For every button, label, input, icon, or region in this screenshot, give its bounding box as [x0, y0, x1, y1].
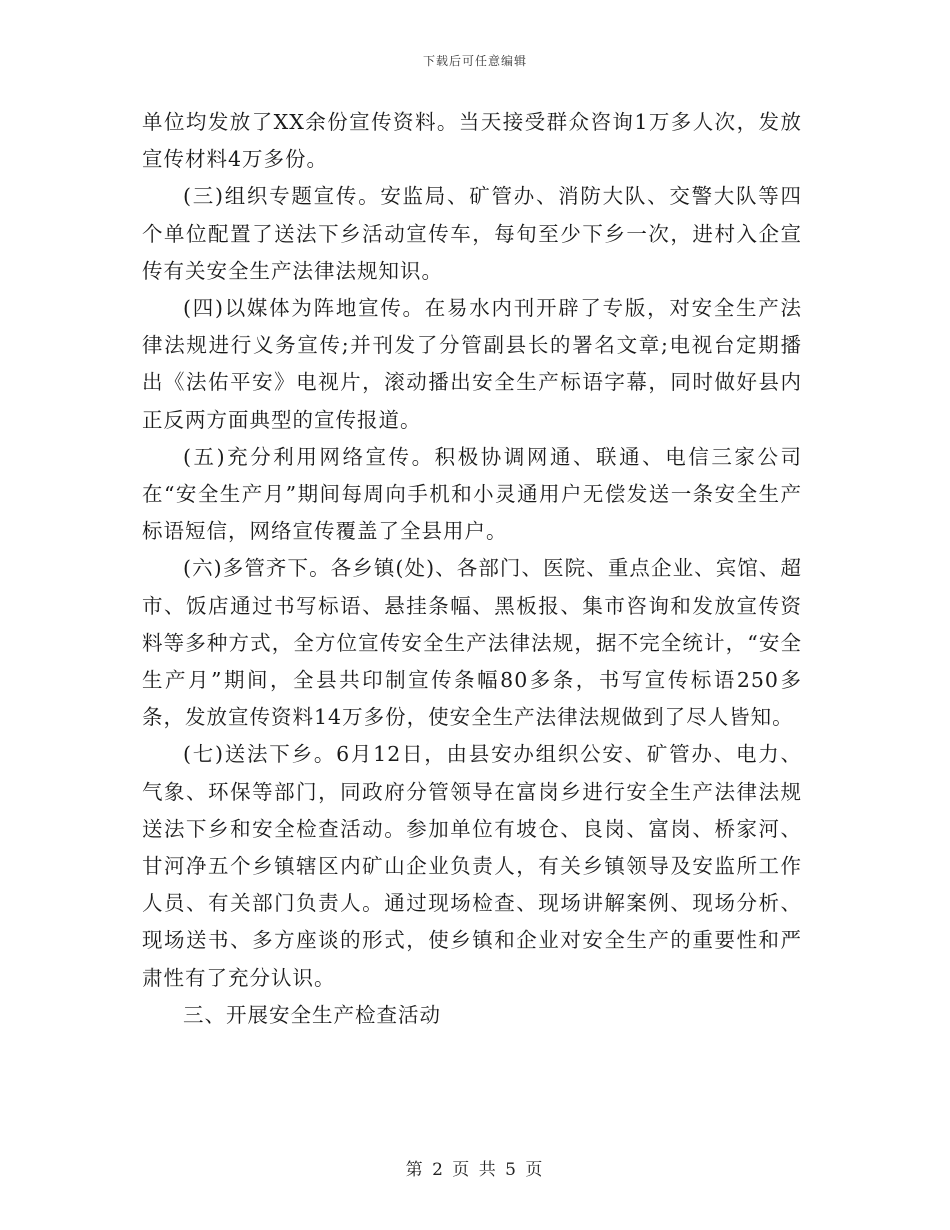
page-header: 下载后可任意编辑: [422, 54, 527, 68]
section-heading-inspection: 三、开展安全生产检查活动: [183, 1002, 441, 1027]
paragraph-multi-channel: (六)多管齐下。各乡镇(处)、各部门、医院、重点企业、宾馆、超市、饭店通过书写标语、悬挂条幅、黑板报、集市咨询和发放宣传资料等多种方式，全方位宣传安全生产法律法规，据不完全统计，“安全生产月”期间，全县共印制宣传条幅80多条，书写宣传标语250多条，发放宣传资料14万多份，使安全生产法律法规做到了尽人皆知。: [142, 556, 802, 730]
paragraph-network-publicity: (五)充分利用网络宣传。积极协调网通、联通、电信三家公司在“安全生产月”期间每周向手机和小灵通用户无偿发送一条安全生产标语短信，网络宣传覆盖了全县用户。: [142, 444, 802, 544]
paragraph-continuation: 单位均发放了XX余份宣传资料。当天接受群众咨询1万多人次，发放宣传材料4万多份。: [142, 110, 802, 172]
paragraph-media-publicity: (四)以媒体为阵地宣传。在易水内刊开辟了专版，对安全生产法律法规进行义务宣传;并刊发了分管副县长的署名文章;电视台定期播出《法佑平安》电视片，滚动播出安全生产标语字幕，同时做好县内正反两方面典型的宣传报道。: [142, 296, 802, 432]
document-body: [142, 104, 802, 1034]
paragraph-law-to-countryside: (七)送法下乡。6月12日，由县安办组织公安、矿管办、电力、气象、环保等部门，同政府分管领导在富岗乡进行安全生产法律法规送法下乡和安全检查活动。参加单位有坡仓、良岗、富岗、桥家河、甘河净五个乡镇辖区内矿山企业负责人，有关乡镇领导及安监所工作人员、有关部门负责人。通过现场检查、现场讲解案例、现场分析、现场送书、多方座谈的形式，使乡镇和企业对安全生产的重要性和严肃性有了充分认识。: [142, 742, 802, 990]
page-footer: 第 2 页 共 5 页: [405, 1160, 545, 1180]
paragraph-topic-publicity: (三)组织专题宣传。安监局、矿管办、消防大队、交警大队等四个单位配置了送法下乡活动宣传车，每旬至少下乡一次，进村入企宣传有关安全生产法律法规知识。: [142, 184, 802, 283]
